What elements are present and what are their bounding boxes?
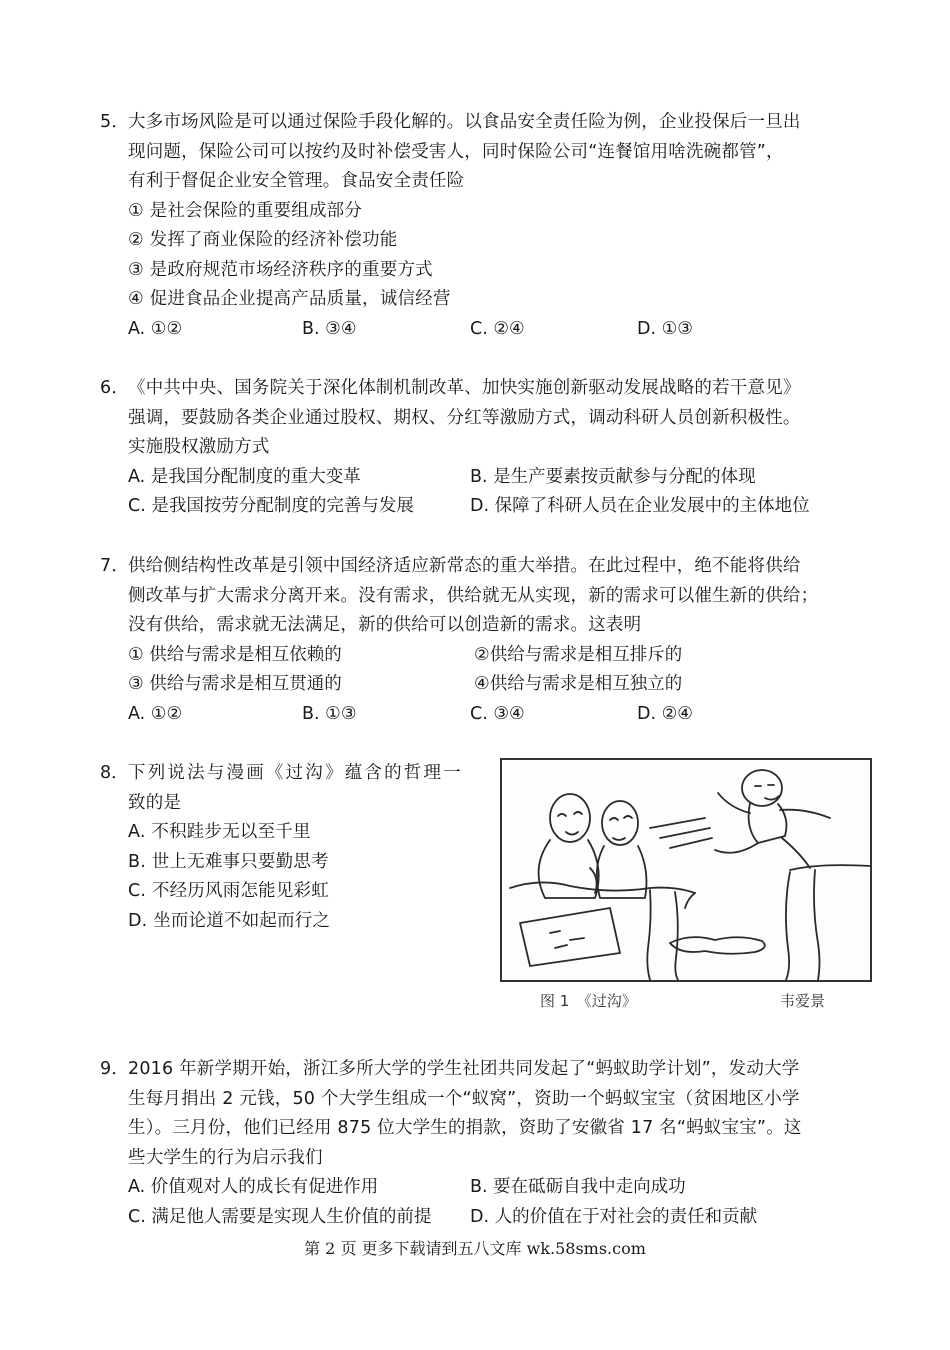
q9-options-row — [100, 1203, 870, 1233]
q6-option-b: B. 是生产要素按贡献参与分配的体现 — [470, 466, 756, 487]
question-8 — [100, 759, 480, 936]
q7-stem-line: 侧改革与扩大需求分离开来。没有需求，供给就无从实现，新的需求可以催生新的供给； — [128, 585, 819, 606]
q6-option-d: D. 保障了科研人员在企业发展中的主体地位 — [470, 496, 810, 516]
cartoon-figure — [500, 758, 872, 1020]
q7-options — [100, 700, 870, 730]
q8-stem-line: 8．下列说法与漫画《过沟》蕴含的哲理一 — [100, 759, 480, 789]
question-6 — [100, 374, 870, 522]
q6-options-row — [100, 492, 870, 522]
q8-option-d: D. 坐而论道不如起而行之 — [128, 910, 331, 931]
q7-option-c: C. ③④ — [470, 703, 525, 724]
q6-option-c: C. 是我国按劳分配制度的完善与发展 — [128, 496, 414, 516]
q5-item: ① 是社会保险的重要组成部分 — [128, 200, 363, 221]
q9-option-c: C. 满足他人需要是实现人生价值的前提 — [128, 1206, 432, 1227]
q7-items-row — [100, 641, 870, 671]
q9-options-row — [100, 1173, 870, 1203]
q7-item-1: ① 供给与需求是相互依赖的 — [128, 644, 342, 665]
q5-options — [100, 315, 870, 345]
q9-option-a: A. 价值观对人的成长有促进作用 — [128, 1177, 379, 1197]
q7-option-b: B. ①③ — [302, 703, 357, 724]
q5-option-c: C. ②④ — [470, 318, 525, 339]
q6-options-row — [100, 463, 870, 493]
q7-items-row — [100, 670, 870, 700]
q8-option-a: A. 不积跬步无以至千里 — [128, 822, 311, 842]
q9-stem-line: 9．2016 年新学期开始，浙江多所大学的学生社团共同发起了“蚂蚁助学计划”，发动大学 — [100, 1055, 870, 1085]
q8-stem-line: 致的是 — [128, 792, 182, 813]
q9-stem-line: 生）。三月份，他们已经用 875 位大学生的捐款，资助了安徽省 17 名“蚂蚁宝宝”。这 — [128, 1118, 802, 1138]
q5-item: ④ 促进食品企业提高产品质量，诚信经营 — [128, 289, 451, 309]
q7-item-3: ③ 供给与需求是相互贯通的 — [128, 674, 342, 694]
cartoon-author: 韦爱景 — [780, 992, 826, 1010]
q9-option-b: B. 要在砥砺自我中走向成功 — [470, 1177, 686, 1197]
q5-option-a: A. ①② — [128, 318, 183, 339]
q8-option-b: B. 世上无难事只要勤思考 — [128, 851, 329, 872]
page-footer: 第 2 页 更多下载请到五八文库 wk.58sms.com — [304, 1239, 646, 1258]
q9-stem-line: 生每月捐出 2 元钱，50 个大学生组成一个“蚁窝”，资助一个蚂蚁宝宝（贫困地区小学 — [128, 1088, 800, 1109]
q9-number: 9． — [100, 1059, 130, 1079]
q5-option-b: B. ③④ — [302, 318, 357, 339]
q6-option-a: A. 是我国分配制度的重大变革 — [128, 466, 361, 487]
q9-stem-line: 些大学生的行为启示我们 — [128, 1147, 323, 1168]
q7-option-a: A. ①② — [128, 703, 183, 724]
q5-stem-line: 5．大多市场风险是可以通过保险手段化解的。以食品安全责任险为例，企业投保后一旦出 — [100, 108, 870, 138]
q8-option-c: C. 不经历风雨怎能见彩虹 — [128, 881, 329, 901]
q6-number: 6． — [100, 378, 130, 398]
q5-stem-line: 现问题，保险公司可以按约及时补偿受害人，同时保险公司“连餐馆用啥洗碗都管”， — [128, 141, 784, 162]
q5-number: 5． — [100, 112, 130, 132]
q6-stem-line: 强调，要鼓励各类企业通过股权、期权、分红等激励方式，调动科研人员创新积极性。 — [128, 407, 801, 428]
q5-item: ② 发挥了商业保险的经济补偿功能 — [128, 230, 398, 250]
q5-stem-line: 有利于督促企业安全管理。食品安全责任险 — [128, 171, 465, 191]
q6-stem-line: 实施股权激励方式 — [128, 437, 270, 457]
q9-option-d: D. 人的价值在于对社会的责任和贡献 — [470, 1206, 758, 1227]
q5-option-d: D. ①③ — [637, 318, 693, 339]
q8-number: 8． — [100, 763, 129, 783]
q7-stem-line: 没有供给，需求就无法满足，新的供给可以创造新的需求。这表明 — [128, 615, 642, 635]
question-9 — [100, 1055, 870, 1232]
cartoon-caption: 图 1 《过沟》 — [540, 992, 637, 1010]
question-5 — [100, 108, 870, 344]
q7-stem-line: 7．供给侧结构性改革是引领中国经济适应新常态的重大举措。在此过程中，绝不能将供给 — [100, 552, 870, 582]
q6-stem-line: 6．《中共中央、国务院关于深化体制机制改革、加快实施创新驱动发展战略的若干意见》 — [100, 374, 870, 404]
q5-item: ③ 是政府规范市场经济秩序的重要方式 — [128, 259, 433, 280]
q7-item-4: ④供给与需求是相互独立的 — [474, 674, 683, 694]
q7-option-d: D. ②④ — [637, 703, 693, 724]
question-7 — [100, 552, 870, 729]
q7-item-2: ②供给与需求是相互排斥的 — [474, 644, 683, 665]
cartoon-illustration — [500, 758, 872, 1020]
q7-number: 7． — [100, 556, 130, 576]
